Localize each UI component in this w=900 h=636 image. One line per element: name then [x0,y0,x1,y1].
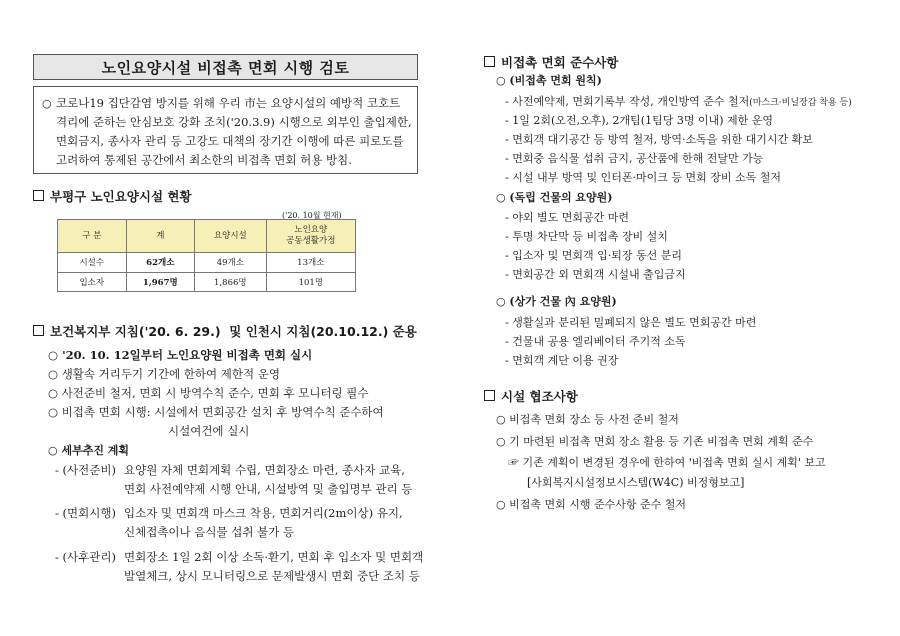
table-cell: 13개소 [266,253,355,273]
circle-bullet: ○ [48,405,59,419]
table-header-cell: 구 분 [58,220,127,253]
pointing-hand-icon: ☞ [508,456,519,469]
group-title: ○ (비접촉 면회 원칙) [496,74,602,87]
table-cell: 62개소 [126,253,195,273]
coop-heading-text: 시설 협조사항 [501,389,578,404]
table-cell: 101명 [266,272,355,292]
intro-bullet: ○ [42,97,52,110]
detail-heading-text: 세부추진 계획 [61,444,130,457]
guide-item-text: '20. 10. 12일부터 노인요양원 비접촉 면회 실시 [62,348,313,362]
list-item: - 건물내 공용 엘리베이터 주기적 소독 [505,335,686,348]
coop-item: ○ 비접촉 면회 시행 준수사항 준수 철저 [496,498,686,511]
circle-bullet: ○ [48,386,59,400]
coop-heading [484,387,578,405]
document-title [33,54,418,80]
coop-note [508,454,826,470]
guide-item-text: 사전준비 철저, 면회 시 방역수칙 준수, 면회 후 모니터링 필수 [61,386,369,400]
list-item: - 야외 별도 면회공간 마련 [505,211,629,224]
facility-table [57,219,356,292]
detail-line: 요양원 자체 면회계획 수립, 면회장소 마련, 종사자 교육, [124,463,405,477]
detail-label: - (사전준비) [55,463,116,477]
document-title-text: 노인요양시설 비접촉 면회 시행 검토 [101,58,350,77]
list-item: - 투명 차단막 등 비접촉 장비 설치 [505,230,668,243]
circle-bullet: ○ [48,348,59,362]
list-item: - 사전예약제, 면회기록부 작성, 개인방역 준수 철저(마스크·비닐장갑 착용 등) [505,95,852,108]
guide-item [48,404,384,420]
comply-heading-text: 비접촉 면회 준수사항 [501,55,619,70]
detail-heading [48,442,129,458]
list-item: - 면회공간 외 면회객 시설내 출입금지 [505,268,686,281]
table-header-row [58,220,356,253]
group-title: ○ (독립 건물의 요양원) [496,191,613,204]
guideline-heading [33,322,417,340]
checkbox-square-icon [33,325,44,336]
table-cell: 입소자 [58,272,127,292]
list-item: - 면회객 대기공간 등 방역 철저, 방역·소독을 위한 대기시간 확보 [505,133,813,146]
list-item: - 입소자 및 면회객 입·퇴장 동선 분리 [505,249,682,262]
checkbox-square-icon [33,190,44,201]
checkbox-square-icon [484,56,495,67]
guide-item [48,385,369,401]
table-cell: 시설수 [58,253,127,273]
status-heading [33,187,192,205]
guide-item-text: 비접촉 면회 시행: 시설에서 면회공간 설치 후 방역수칙 준수하여 [61,405,384,419]
guide-item [48,366,280,382]
detail-label: - (면회시행) [55,506,116,520]
coop-item: ○ 비접촉 면회 장소 등 사전 준비 철저 [496,413,679,426]
guide-item-continuation: 시설여건에 실시 [168,424,250,438]
table-header-cell: 계 [126,220,195,253]
status-heading-text: 부평구 노인요양시설 현황 [50,189,192,204]
detail-line: 면회장소 1일 2회 이상 소독·환기, 면회 후 입소자 및 면회객 [124,550,424,564]
list-item: - 생활실과 분리된 밀폐되지 않은 별도 면회공간 마련 [505,316,757,329]
comply-heading [484,53,618,71]
coop-note-text: 기존 계획이 변경된 경우에 한하여 '비접촉 면회 실시 계획' 보고 [522,456,826,469]
coop-item: ○ 기 마련된 비접촉 면회 장소 활용 등 기존 비접촉 면회 계획 준수 [496,435,814,448]
circle-bullet: ○ [48,444,58,457]
table-header-cell: 요양시설 [195,220,267,253]
guideline-heading-a: 보건복지부 지침('20. 6. 29.) [50,324,221,339]
intro-line: 격리에 준하는 안심보호 강화 조치('20.3.9) 시행으로 외부인 출입제한, [56,115,412,129]
table-cell: 1,967명 [126,272,195,292]
detail-line: 신체접촉이나 음식물 섭취 불가 등 [124,525,295,539]
guide-item-text: 생활속 거리두기 기간에 한하여 제한적 운영 [61,367,280,381]
table-row [58,253,356,273]
list-item: - 1일 2회(오전,오후), 2개팀(1팀당 3명 이내) 제한 운영 [505,114,773,127]
detail-line: 면회 사전예약제 시행 안내, 시설방역 및 출입명부 관리 등 [124,482,413,496]
coop-note-sub: [사회복지시설정보시스템(W4C) 비정형보고] [527,476,745,489]
group-title: ○ (상가 건물 內 요양원) [496,295,617,308]
table-header-cell: 노인요양 공동생활가정 [266,220,355,253]
table-cell: 49개소 [195,253,267,273]
list-item: - 시설 내부 방역 및 인터폰·마이크 등 면회 장비 소독 철저 [505,171,781,184]
intro-line: 코로나19 집단감염 방지를 위해 우리 市는 요양시설의 예방적 코호트 [56,96,401,110]
detail-line: 발열체크, 상시 모니터링으로 문제발생시 면회 중단 조치 등 [124,569,420,583]
table-cell: 1,866명 [195,272,267,292]
intro-line: 면회금지, 종사자 관리 등 고강도 대책의 장기간 이행에 따른 피로도를 [56,134,404,148]
detail-line: 입소자 및 면회객 마스크 착용, 면회거리(2m이상) 유지, [124,506,403,520]
guide-item [48,347,312,363]
intro-line: 고려하여 통제된 공간에서 최소한의 비접촉 면회 허용 방침. [56,153,352,167]
detail-label: - (사후관리) [55,550,116,564]
circle-bullet: ○ [48,367,59,381]
date-note: ('20. 10월 현재) [282,211,342,220]
guideline-heading-b: 및 인천시 지침(20.10.12.) 준용 [229,324,417,339]
list-item: - 면회중 음식물 섭취 금지, 공산품에 한해 전달만 가능 [505,152,764,165]
list-item: - 면회객 계단 이용 권장 [505,354,619,367]
table-row [58,272,356,292]
checkbox-square-icon [484,390,495,401]
